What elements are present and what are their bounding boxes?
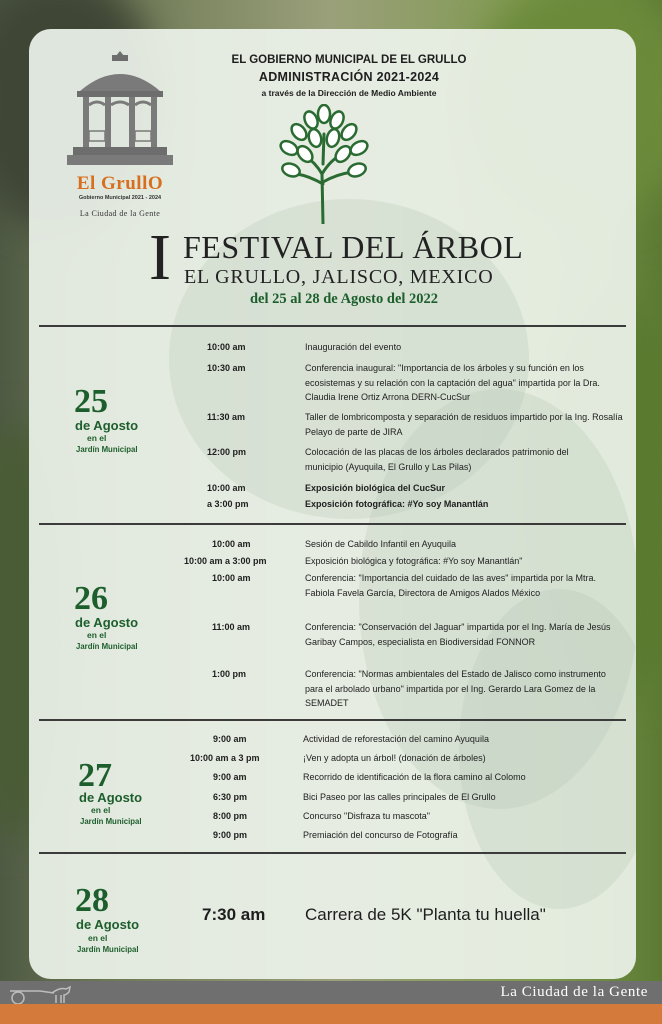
logo-name: El GrullO <box>76 173 164 194</box>
event-text: Bici Paseo por las calles principales de El Grullo <box>303 792 496 802</box>
event-text: Conferencia inaugural: "Importancia de los árboles y su función en los ecosistemas y su relación con la captación del agua" impartida por la Dra. Claudia Irene Ortiz Arrona DERN-CucSur <box>305 363 600 402</box>
day-month: de Agosto <box>75 418 139 433</box>
event-time: 6:30 pm <box>213 792 248 802</box>
event-text: Inauguración del evento <box>305 342 402 352</box>
event-time: 10:00 am <box>207 483 246 493</box>
event-time: 10:30 am <box>207 363 246 373</box>
festival-dates: del 25 al 28 de Agosto del 2022 <box>249 291 439 307</box>
event-text: Sesión de Cabildo Infantil en Ayuquila <box>305 539 456 549</box>
section-divider <box>39 719 626 721</box>
day-number: 27 <box>78 757 112 794</box>
header-government: EL GOBIERNO MUNICIPAL DE EL GRULLO <box>231 54 467 66</box>
festival-place: EL GRULLO, JALISCO, MEXICO <box>184 266 494 288</box>
event-text: Taller de lombricomposta y separación de residuos impartido por la Ing. Rosalía Pelayo de parte de JIRA <box>305 412 623 437</box>
day-place: Jardín Municipal <box>77 945 139 954</box>
day-en: en el <box>87 630 107 640</box>
day-number: 26 <box>74 580 108 617</box>
section-divider <box>39 852 626 854</box>
event-text: Exposición fotográfica: #Yo soy Manantlán <box>305 499 489 509</box>
event-time: 1:00 pm <box>212 669 247 679</box>
logo-subtitle: Gobierno Municipal 2021 - 2024 <box>78 195 162 201</box>
event-time: 10:00 am a 3 pm <box>190 753 260 763</box>
tree-icon <box>275 104 375 224</box>
event-time: a 3:00 pm <box>207 499 249 509</box>
event-text: Exposición biológica y fotográfica: #Yo soy Manantlán" <box>305 556 523 566</box>
event-time: 8:00 pm <box>213 811 248 821</box>
day-en: en el <box>87 433 107 443</box>
section-divider <box>39 523 626 525</box>
municipal-logo <box>65 51 175 218</box>
event-time: 10:00 am <box>207 342 246 352</box>
event-time: 12:00 pm <box>207 447 247 457</box>
event-time: 10:00 am a 3:00 pm <box>184 556 267 566</box>
event-text: Recorrido de identificación de la flora camino al Colomo <box>303 772 526 782</box>
event-text: Premiación del concurso de Fotografía <box>303 830 458 840</box>
header-administration: ADMINISTRACIÓN 2021-2024 <box>258 70 440 84</box>
event-text: Exposición biológica del CucSur <box>305 483 446 493</box>
event-text: Conferencia: "Conservación del Jaguar" impartida por el Ing. María de Jesús Garibay Campos, especialista en Biodiversidad FONNOR <box>305 622 611 647</box>
event-text: ¡Ven y adopta un árbol! (donación de árboles) <box>303 753 486 763</box>
poster-card <box>29 29 636 979</box>
event-text: Conferencia: "Normas ambientales del Estado de Jalisco como instrumento para el arbolado urbano" impartida por el Ing. Gerardo Lara Gomez de la SEMADET <box>305 669 606 708</box>
footer-tagline: La Ciudad de la Gente <box>500 984 648 1000</box>
day-month: de Agosto <box>79 790 143 805</box>
day-number: 25 <box>74 383 108 420</box>
day-month: de Agosto <box>75 615 139 630</box>
day-en: en el <box>91 805 111 815</box>
event-text: Actividad de reforestación del camino Ayuquila <box>303 734 489 744</box>
logo-tagline: La Ciudad de la Gente <box>79 209 161 218</box>
event-text: Carrera de 5K "Planta tu huella" <box>305 905 546 924</box>
festival-numeral: I <box>149 221 171 294</box>
day-en: en el <box>88 933 108 943</box>
event-time: 9:00 am <box>213 772 247 782</box>
section-divider <box>39 325 626 327</box>
horse-cart-icon <box>6 983 76 1005</box>
event-time: 9:00 am <box>213 734 247 744</box>
event-text: Colocación de las placas de los árboles declarados patrimonio del municipio (Ayuquila, El Grullo y Las Pilas) <box>305 447 569 472</box>
kiosk-icon <box>65 51 175 171</box>
event-text: Conferencia: "Importancia del cuidado de las aves" impartida por la Mtra. Fabiola Favela García, Directora de Amigos Alados México <box>305 573 597 598</box>
event-time: 11:00 am <box>212 622 251 632</box>
event-time: 9:00 pm <box>213 830 248 840</box>
event-time: 10:00 am <box>212 539 251 549</box>
day-number: 28 <box>75 882 109 919</box>
event-time: 11:30 am <box>207 412 246 422</box>
festival-title: FESTIVAL DEL ÁRBOL <box>183 229 524 265</box>
event-time: 7:30 am <box>202 905 266 924</box>
event-text: Concurso "Disfraza tu mascota" <box>303 811 430 821</box>
event-time: 10:00 am <box>212 573 251 583</box>
day-place: Jardín Municipal <box>80 817 142 826</box>
day-month: de Agosto <box>76 917 140 932</box>
day-place: Jardín Municipal <box>76 445 138 454</box>
day-place: Jardín Municipal <box>76 642 138 651</box>
header-department: a través de la Dirección de Medio Ambiente <box>261 88 437 98</box>
footer-stripe <box>0 1004 662 1024</box>
